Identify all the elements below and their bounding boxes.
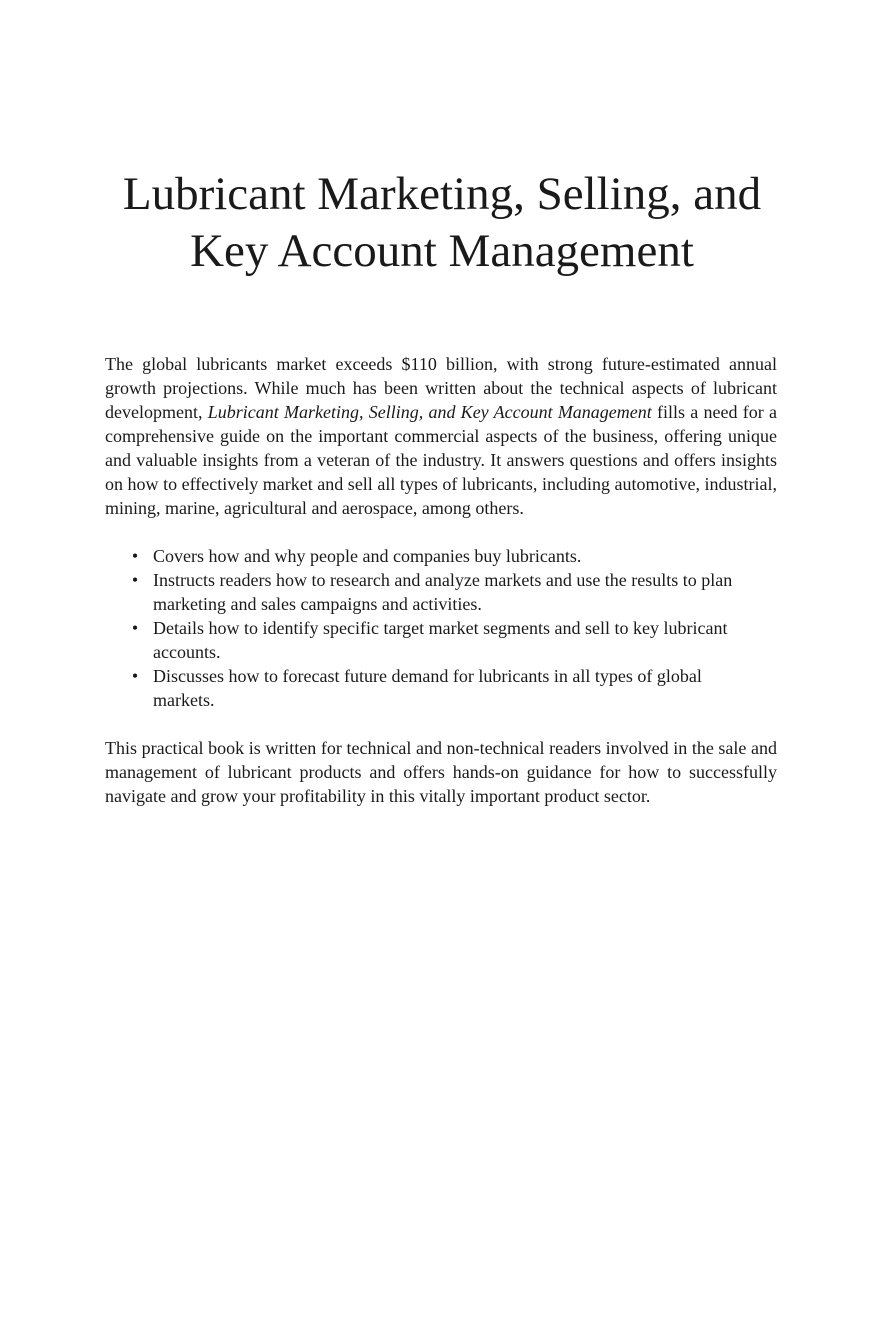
closing-paragraph: This practical book is written for technical and non-technical readers involved in the sale and management of lubricant products and offers hands-on guidance for how to successfully navigate and grow your profitability in this vitally important product sector. [105, 738, 777, 806]
list-item [131, 664, 777, 712]
bullet-text: Instructs readers how to research and analyze markets and use the results to plan marketing and sales campaigns and activities. [153, 570, 733, 614]
bullet-icon: • [131, 546, 139, 566]
feature-bullet-list [105, 544, 777, 712]
book-title-italic: Lubricant Marketing, Selling, and Key Account Management [207, 402, 652, 422]
intro-text-end: fills a need for a comprehensive guide on the important commercial aspects of the business, offering unique and valuable insights from a veteran of the industry. It answers questions and offers insights on how to effectively market and sell all types of lubricants, including automotive, industrial, mining, marine, agricultural and aerospace, among others. [105, 402, 777, 518]
bullet-icon: • [131, 666, 139, 686]
bullet-icon: • [131, 618, 139, 638]
intro-text-start: The global lubricants market exceeds $110 billion, with strong future-estimated annual growth projections. While much has been written about the technical aspects of lubricant development, [105, 354, 777, 422]
bullet-icon: • [131, 570, 139, 590]
bullet-text: Details how to identify specific target market segments and sell to key lubricant accounts. [153, 618, 728, 662]
bullet-text: Discusses how to forecast future demand for lubricants in all types of global markets. [153, 666, 702, 710]
description-body [105, 352, 777, 808]
list-item [131, 544, 777, 568]
bullet-text: Covers how and why people and companies buy lubricants. [153, 546, 582, 566]
intro-paragraph [105, 352, 777, 520]
list-item [131, 568, 777, 616]
title-line-1: Lubricant Marketing, Selling, and [122, 168, 762, 220]
list-item [131, 616, 777, 664]
title-line-2: Key Account Management [190, 225, 694, 277]
page-title [60, 166, 824, 280]
